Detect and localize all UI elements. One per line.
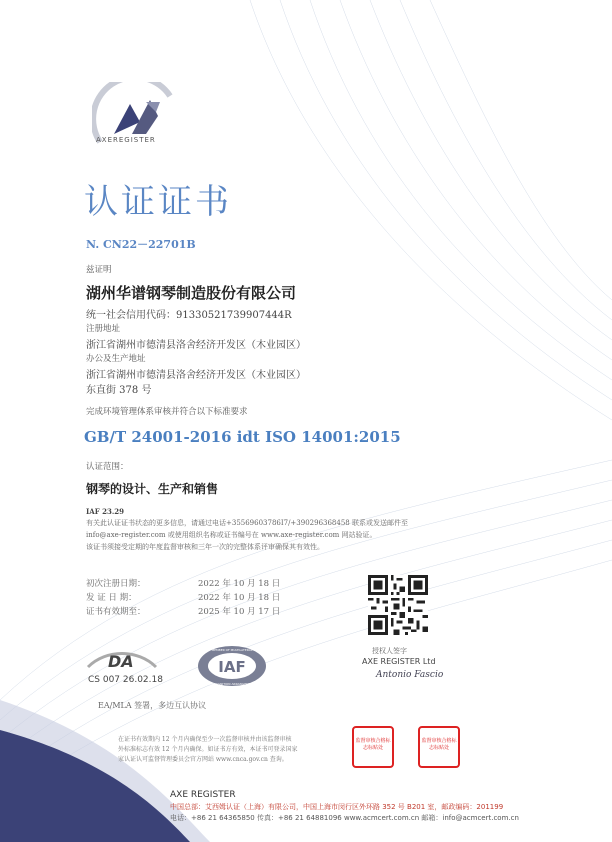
iaf-ring-bottom: RECOGNITION ARRANGEMENT: [209, 682, 255, 686]
date-label-expiry: 证书有效期至：: [86, 607, 146, 617]
standard-title: GB/T 24001-2016 idt ISO 14001:2015: [84, 428, 401, 446]
info-line-3: 该证书须接受定期的年度监督审核和三年一次的完整体系评审确保其有效性。: [86, 543, 324, 551]
date-value-issue: 2022 年 10 月 18 日: [198, 593, 281, 603]
date-label-issue: 发 证 日 期：: [86, 593, 137, 603]
office-address-label: 办公及生产地址: [86, 354, 146, 364]
info-line-2: info@axe-register.com 或使用组织名称或证书编号在 www.axe-register.com 网站验证。: [86, 531, 377, 539]
footer-contact: 电话：+86 21 64365850 传真：+86 21 64881096 www.acmcert.com.cn 邮箱：info@acmcert.com.cn: [170, 814, 519, 822]
date-label-initial: 初次注册日期：: [86, 579, 146, 589]
date-value-expiry: 2025 年 10 月 17 日: [198, 607, 281, 617]
footer-hq: 中国总部：艾西姆认证（上海）有限公司，中国上海市闵行区外环路 352 号 B201 室，邮政编码：201199: [170, 803, 504, 811]
da-accreditation-logo: [86, 645, 158, 673]
info-line-1: 有关此认证证书状态的更多信息，请通过电话+35569603786I7/+390296368458 联系或发送邮件至: [86, 519, 408, 527]
reg-address-label: 注册地址: [86, 324, 121, 334]
intro-text: 兹证明: [86, 265, 112, 275]
office-address-line2: 东直街 378 号: [86, 385, 152, 396]
certificate-title: 认证证书: [84, 182, 232, 222]
da-code: CS 007 26.02.18: [88, 675, 163, 685]
logo-text: AXEREGISTER: [96, 136, 156, 144]
scope-text: 钢琴的设计、生产和销售: [86, 482, 219, 496]
fine-print-1: 在证书有效期内 12 个月内确保至少一次监督审核并由该监督审核: [118, 736, 292, 743]
credit-code: 统一社会信用代码：91330521739907444R: [86, 310, 292, 321]
mla-text: EA/MLA 签署，多边互认协议: [98, 701, 207, 710]
surveillance-seal-2: 监督审核合格标志标贴处: [418, 726, 460, 768]
fine-print-3: 家认证认可监督管理委员会官方网站 www.cnca.gov.cn 查询。: [118, 756, 288, 763]
iaf-logo: [196, 644, 268, 688]
signatory-company: AXE REGISTER Ltd: [362, 657, 436, 666]
footer-brand: AXE REGISTER: [170, 790, 236, 800]
fine-print-2: 外标准标志有效 12 个月内确保。如证书方有效，本证书可登录国家: [118, 746, 298, 753]
office-address-line1: 浙江省湖州市德清县洛舍经济开发区（木业园区）: [86, 370, 306, 381]
surveillance-seal-1: 监督审核合格标志标贴处: [352, 726, 394, 768]
reg-address: 浙江省湖州市德清县洛舍经济开发区（木业园区）: [86, 340, 306, 351]
signatory-label: 授权人签字: [372, 647, 407, 655]
iaf-logo-text: IAF: [218, 658, 246, 676]
compliance-text: 完成环境管理体系审核并符合以下标准要求: [86, 407, 248, 417]
date-value-initial: 2022 年 10 月 18 日: [198, 579, 281, 589]
scope-label: 认证范围：: [86, 462, 129, 472]
da-logo-text: DA: [108, 652, 134, 671]
certificate-number: N. CN22－22701B: [86, 238, 196, 251]
qr-code: [368, 575, 428, 635]
iaf-ring-top: MEMBER OF MULTILATERAL: [211, 648, 253, 652]
signature: Antonio Fascio: [376, 670, 444, 680]
iaf-code: IAF 23.29: [86, 507, 125, 516]
company-name: 湖州华谱钢琴制造股份有限公司: [86, 284, 297, 302]
